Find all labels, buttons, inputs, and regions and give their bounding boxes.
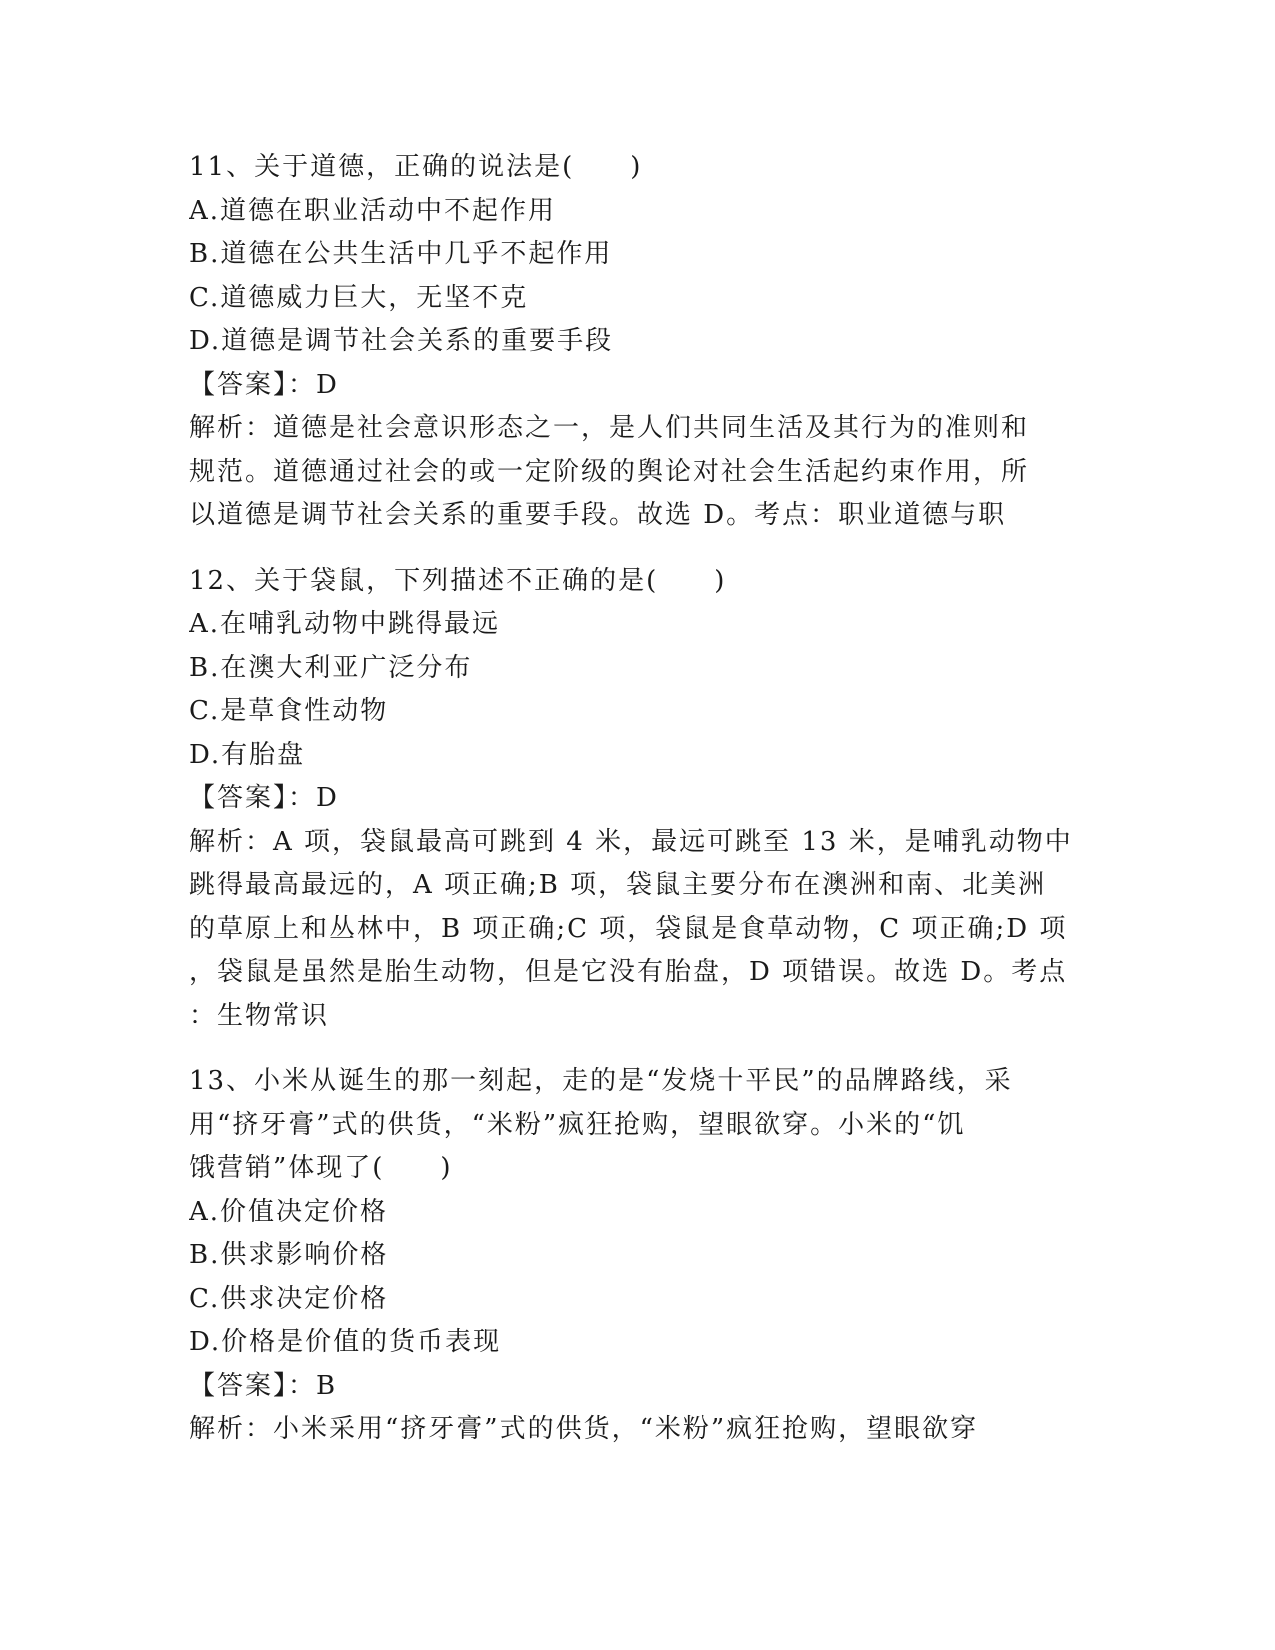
analysis-line: 解析：A 项，袋鼠最高可跳到 4 米，最远可跳至 13 米，是哺乳动物中 [189,826,1073,857]
option-a: A.在哺乳动物中跳得最远 [189,609,501,639]
analysis-line: 的草原上和丛林中，B 项正确;C 项，袋鼠是食草动物，C 项正确;D 项 [189,913,1068,944]
analysis-line: 以道德是调节社会关系的重要手段。故选 D。考点：职业道德与职 [189,500,1007,530]
analysis-line: 规范。道德通过社会的或一定阶级的舆论对社会生活起约束作用，所 [189,456,1030,487]
analysis-line: 跳得最高最远的，A 项正确;B 项，袋鼠主要分布在澳洲和南、北美洲 [189,870,1047,900]
question-stem: 12、关于袋鼠，下列描述不正确的是( ) [189,565,727,596]
question-13 [189,1060,1089,1452]
option-b: B.道德在公共生活中几乎不起作用 [189,239,613,269]
analysis-line: ，袋鼠是虽然是胎生动物，但是它没有胎盘，D 项错误。故选 D。考点 [189,957,1068,987]
question-11 [189,146,1089,538]
question-12 [189,560,1089,1039]
option-d: D.价格是价值的货币表现 [189,1327,502,1357]
question-stem: 13、小米从诞生的那一刻起，走的是“发烧十平民”的品牌路线，采 [189,1066,1013,1096]
question-stem: 11、关于道德，正确的说法是( ) [189,152,643,182]
option-c: C.供求决定价格 [189,1283,389,1314]
question-gap [189,538,1089,560]
analysis-line: 解析：小米采用“挤牙膏”式的供货，“米粉”疯狂抢购，望眼欲穿 [189,1414,979,1444]
question-stem: 饿营销”体现了( ) [189,1153,453,1183]
question-gap [189,1038,1089,1060]
answer-line: 【答案】：D [189,783,339,813]
analysis-line: ：生物常识 [189,1000,330,1031]
option-b: B.在澳大利亚广泛分布 [189,652,473,683]
option-d: D.有胎盘 [189,739,306,770]
document-page [189,146,1089,1452]
option-b: B.供求影响价格 [189,1240,389,1270]
answer-line: 【答案】：B [189,1370,338,1401]
option-d: D.道德是调节社会关系的重要手段 [189,326,614,356]
question-stem: 用“挤牙膏”式的供货，“米粉”疯狂抢购，望眼欲穿。小米的“饥 [189,1109,966,1140]
option-c: C.道德威力巨大，无坚不克 [189,282,529,313]
analysis-line: 解析：道德是社会意识形态之一，是人们共同生活及其行为的准则和 [189,413,1030,443]
option-a: A.道德在职业活动中不起作用 [189,195,557,226]
option-a: A.价值决定价格 [189,1196,389,1227]
option-c: C.是草食性动物 [189,696,389,726]
answer-line: 【答案】：D [189,369,339,400]
